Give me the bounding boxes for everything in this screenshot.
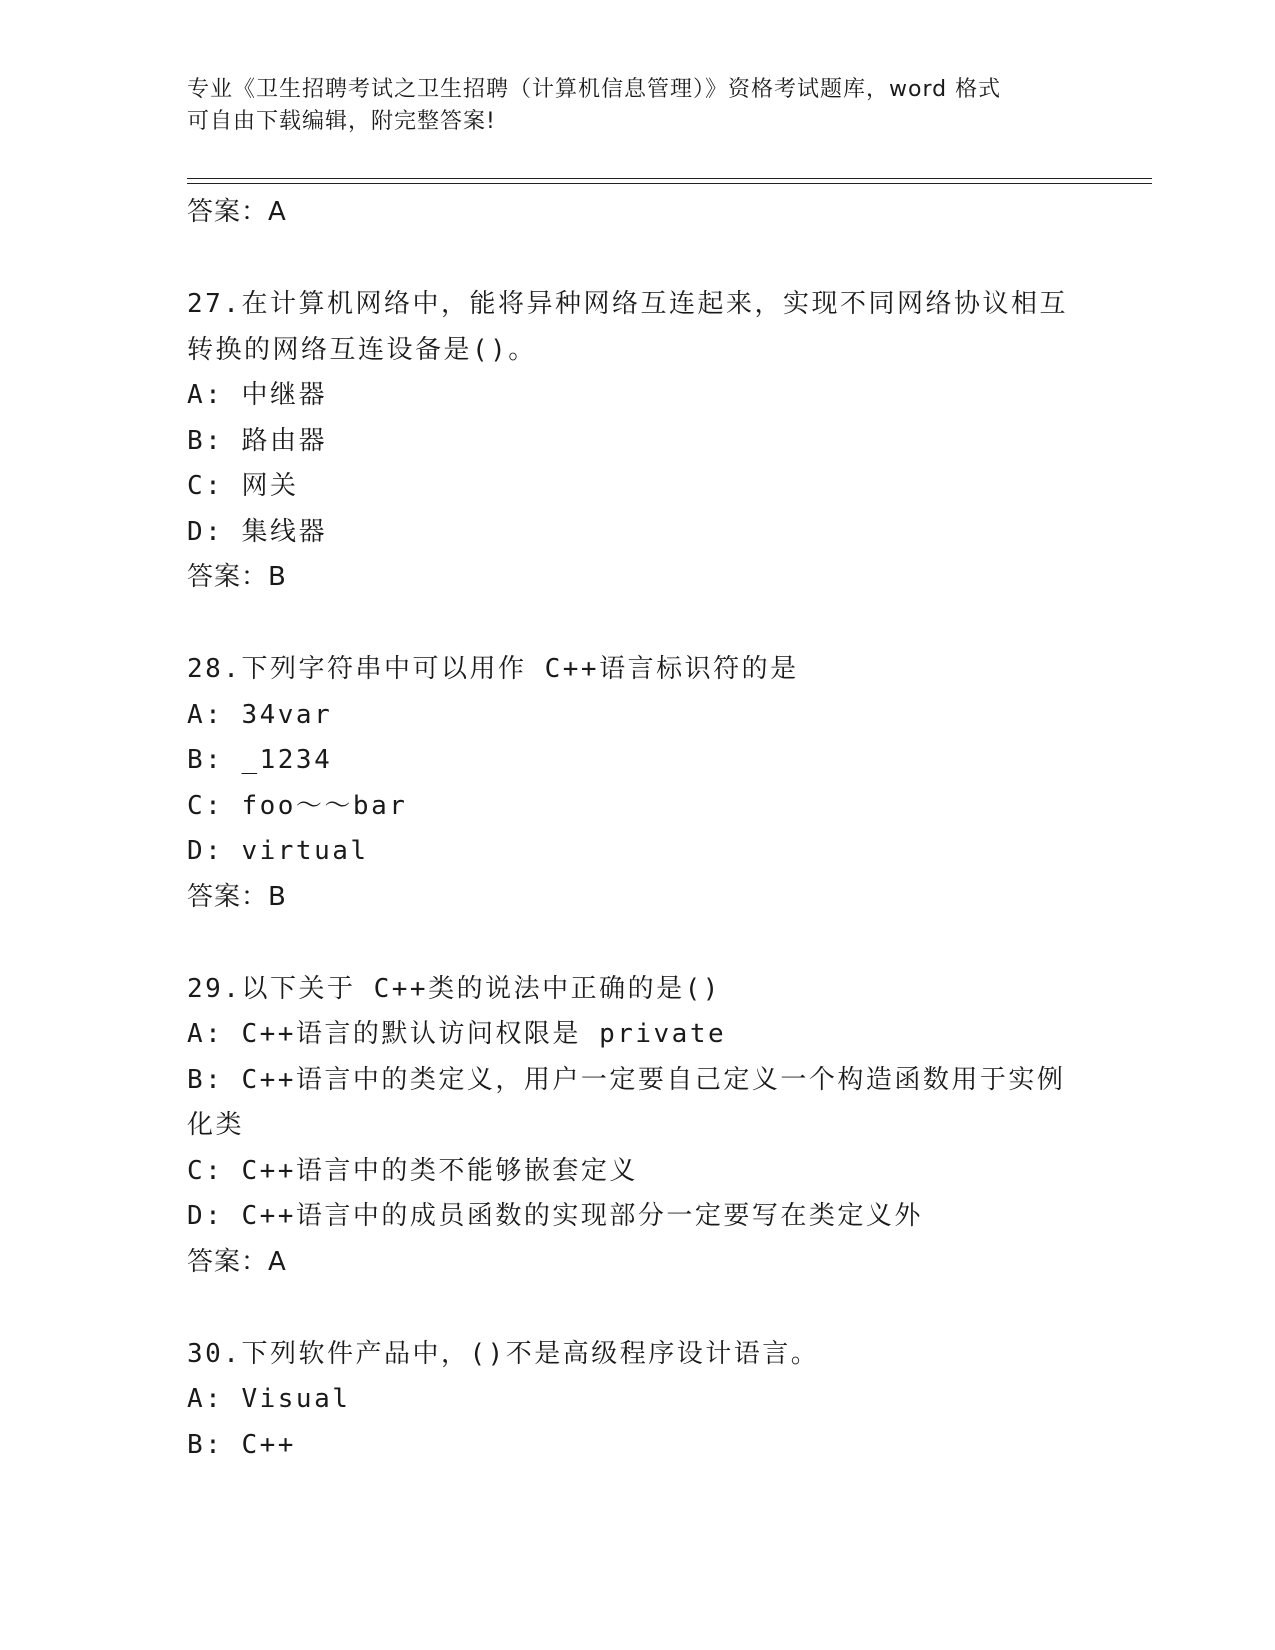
header-line-2: 可自由下载编辑，附完整答案! xyxy=(187,109,496,134)
option-b-cont: 化类 xyxy=(187,1110,245,1140)
spacer xyxy=(187,600,1087,647)
question-stem: 29.以下关于 C++类的说法中正确的是() xyxy=(187,973,721,1004)
question-27 xyxy=(187,282,1087,600)
spacer xyxy=(187,235,1087,282)
header-rule-bottom xyxy=(187,183,1152,184)
question-29 xyxy=(187,967,1087,1285)
previous-answer: 答案：A xyxy=(187,197,287,227)
option-c: C: 网关 xyxy=(187,471,299,501)
question-list xyxy=(187,190,1087,1468)
option-c: C: foo～～bar xyxy=(187,790,408,821)
spacer xyxy=(187,1285,1087,1332)
header-line-1: 专业《卫生招聘考试之卫生招聘（计算机信息管理）》资格考试题库，word 格式 xyxy=(187,77,1002,102)
answer: 答案：B xyxy=(187,562,287,592)
question-30 xyxy=(187,1332,1087,1469)
option-a: A: 34var xyxy=(187,699,333,730)
question-stem-cont: 转换的网络互连设备是()。 xyxy=(187,334,537,365)
question-stem: 27.在计算机网络中，能将异种网络互连起来，实现不同网络协议相互 xyxy=(187,289,1068,319)
question-stem: 28.下列字符串中可以用作 C++语言标识符的是 xyxy=(187,654,799,684)
spacer xyxy=(187,920,1087,967)
header-rule-top xyxy=(187,178,1152,179)
option-a: A: C++语言的默认访问权限是 private xyxy=(187,1019,727,1049)
option-b: B: _1234 xyxy=(187,745,333,775)
question-28 xyxy=(187,647,1087,920)
option-a: A: Visual xyxy=(187,1384,351,1414)
option-d: D: 集线器 xyxy=(187,516,327,547)
option-c: C: C++语言中的类不能够嵌套定义 xyxy=(187,1155,638,1186)
document-header xyxy=(187,74,1067,138)
question-stem: 30.下列软件产品中，()不是高级程序设计语言。 xyxy=(187,1338,820,1369)
option-b: B: C++语言中的类定义，用户一定要自己定义一个构造函数用于实例 xyxy=(187,1064,1066,1095)
option-d: D: C++语言中的成员函数的实现部分一定要写在类定义外 xyxy=(187,1201,923,1231)
option-b: B: C++ xyxy=(187,1429,296,1460)
option-d: D: virtual xyxy=(187,836,369,866)
option-a: A: 中继器 xyxy=(187,380,327,410)
option-b: B: 路由器 xyxy=(187,425,327,456)
answer: 答案：B xyxy=(187,881,287,912)
answer: 答案：A xyxy=(187,1246,287,1277)
